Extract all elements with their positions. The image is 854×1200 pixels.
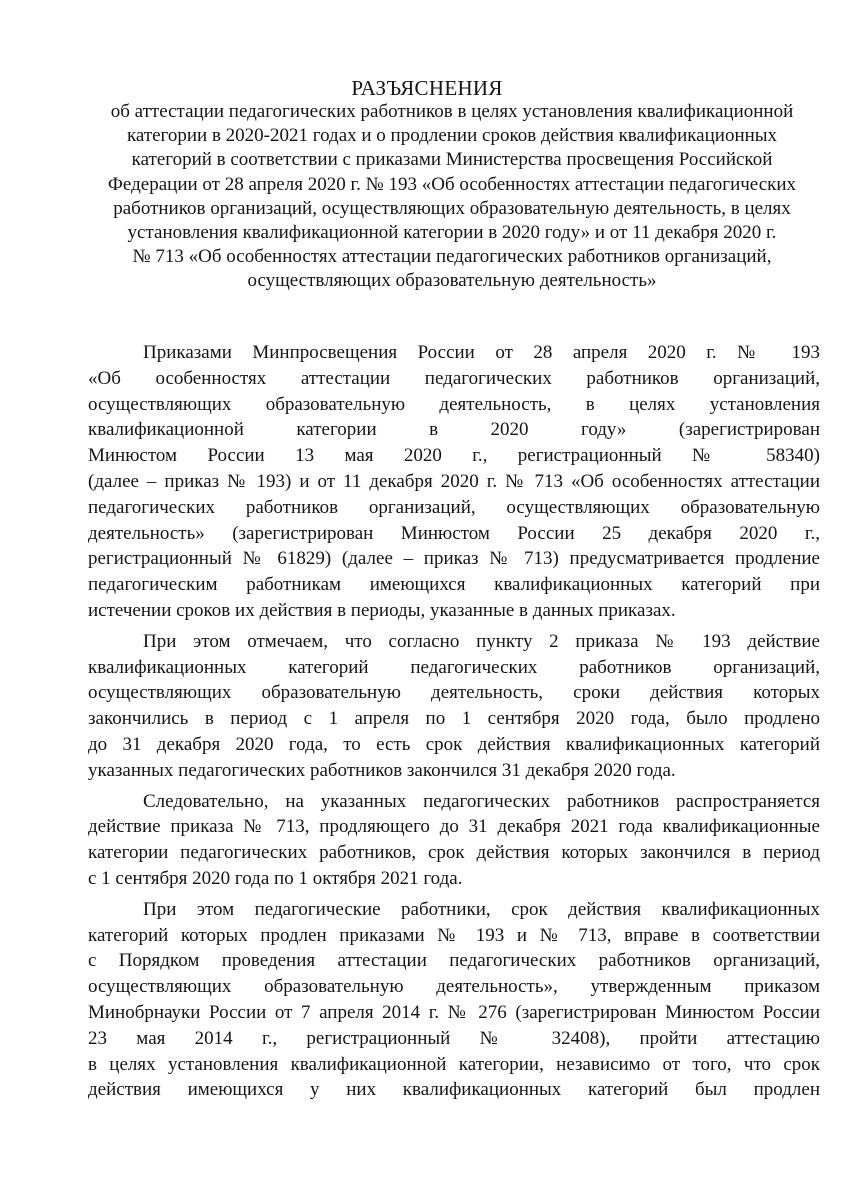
- heading-line: № 713 «Об особенностях аттестации педагогических работников организаций,: [132, 246, 772, 268]
- paragraph-1: [88, 340, 820, 624]
- text-line: истечении сроков их действия в периоды, указанные в данных приказах.: [88, 599, 676, 621]
- heading-line: установления квалификационной категории в 2020 году» и от 11 декабря 2020 г.: [127, 222, 777, 244]
- heading-line: осуществляющих образовательную деятельность»: [247, 270, 657, 292]
- text-line: категории педагогических работников, срок действия которых закончился в период: [88, 842, 820, 864]
- text-line: педагогическим работникам имеющихся квалификационных категорий при: [88, 574, 820, 596]
- heading-line: Федерации от 28 апреля 2020 г. № 193 «Об особенностях аттестации педагогических: [107, 173, 797, 195]
- text-line: Следовательно, на указанных педагогических работников распространяется: [143, 790, 820, 812]
- document-title: РАЗЪЯСНЕНИЯ: [351, 76, 503, 100]
- text-line: регистрационный № 61829) (далее – приказ № 713) предусматривается продление: [88, 548, 820, 570]
- text-line: квалификационной категории в 2020 году» (зарегистрирован: [88, 419, 820, 441]
- heading-line: об аттестации педагогических работников в целях установления квалификационной: [110, 101, 794, 122]
- text-line: деятельность» (зарегистрирован Минюстом России 25 декабря 2020 г.,: [88, 522, 820, 544]
- text-line: действия имеющихся у них квалификационных категорий был продлен: [88, 1079, 820, 1101]
- text-line: (далее – приказ № 193) и от 11 декабря 2020 г. № 713 «Об особенностях аттестации: [88, 470, 820, 492]
- text-line: действие приказа № 713, продляющего до 31 декабря 2021 года квалификационные: [88, 816, 820, 838]
- text-line: педагогических работников организаций, осуществляющих образовательную: [88, 496, 820, 518]
- paragraph-2: [88, 629, 820, 784]
- text-line: Минюстом России 13 мая 2020 г., регистрационный № 58340): [88, 445, 820, 467]
- text-line: Минобрнауки России от 7 апреля 2014 г. № 276 (зарегистрирован Минюстом России: [88, 1001, 820, 1023]
- paragraph-3: [88, 789, 820, 892]
- heading-line: работников организаций, осуществляющих образовательную деятельность, в целях: [113, 197, 791, 219]
- text-line: При этом отмечаем, что согласно пункту 2 приказа № 193 действие: [143, 630, 820, 652]
- text-line: осуществляющих образовательную деятельность, в целях установления: [88, 393, 820, 415]
- text-line: «Об особенностях аттестации педагогических работников организаций,: [88, 367, 820, 389]
- text-line: При этом педагогические работники, срок действия квалификационных: [143, 898, 820, 920]
- text-line: с Порядком проведения аттестации педагогических работников организаций,: [88, 950, 820, 972]
- text-line: с 1 сентября 2020 года по 1 октября 2021 года.: [88, 867, 463, 889]
- text-line: указанных педагогических работников закончился 31 декабря 2020 года.: [88, 759, 676, 781]
- text-line: 23 мая 2014 г., регистрационный № 32408), пройти аттестацию: [88, 1027, 820, 1049]
- text-line: в целях установления квалификационной категории, независимо от того, что срок: [88, 1053, 820, 1075]
- text-line: категорий которых продлен приказами № 193 и № 713, вправе в соответствии: [88, 924, 820, 946]
- text-line: до 31 декабря 2020 года, то есть срок действия квалификационных категорий: [88, 733, 820, 755]
- text-line: осуществляющих образовательную деятельность», утвержденным приказом: [88, 976, 820, 998]
- text-line: квалификационных категорий педагогических работников организаций,: [88, 656, 820, 678]
- text-line: осуществляющих образовательную деятельность, сроки действия которых: [88, 682, 820, 704]
- heading-line: категорий в соответствии с приказами Министерства просвещения Российской: [131, 149, 773, 171]
- text-line: Приказами Минпросвещения России от 28 апреля 2020 г. № 193: [143, 342, 820, 363]
- text-line: закончились в период с 1 апреля по 1 сентября 2020 года, было продлено: [88, 708, 820, 730]
- document-body: [88, 340, 820, 1108]
- document-heading: [80, 100, 824, 294]
- heading-line: категории в 2020-2021 годах и о продлении сроков действия квалификационных: [126, 125, 778, 147]
- paragraph-4: [88, 897, 820, 1103]
